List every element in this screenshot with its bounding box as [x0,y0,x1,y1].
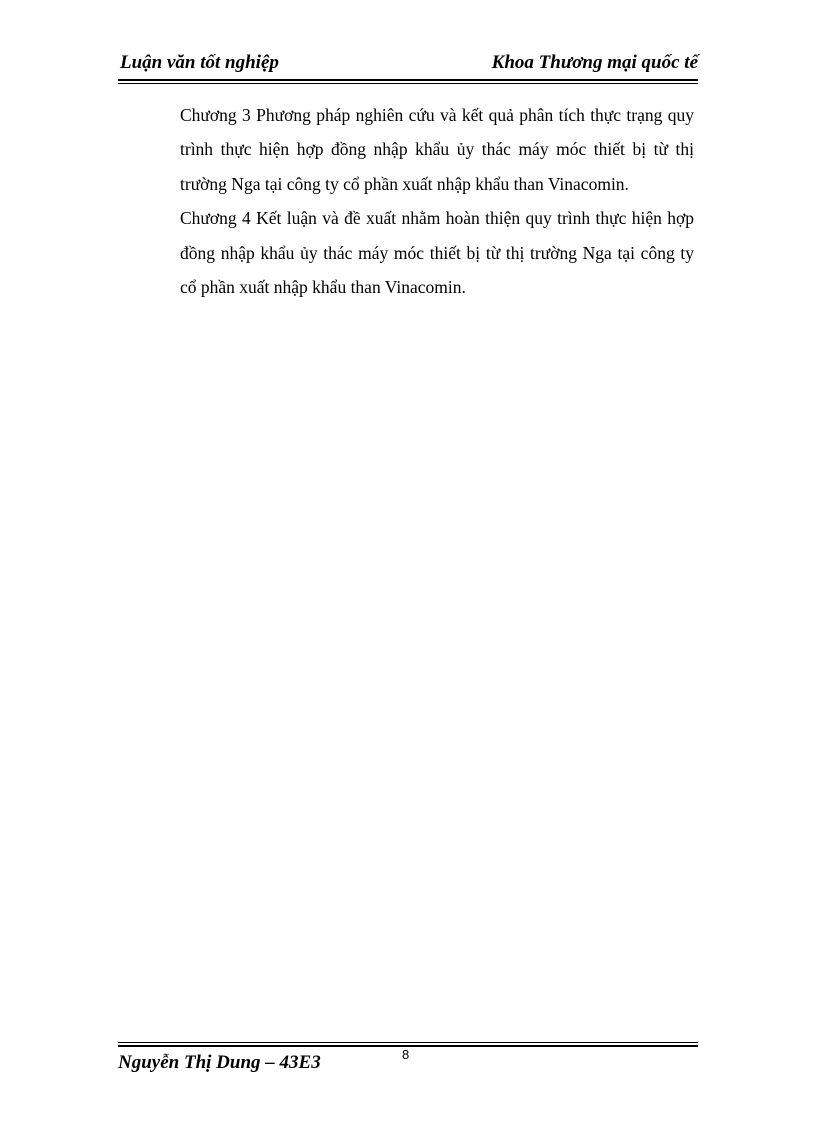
body-paragraph-chapter-4: Chương 4 Kết luận và đề xuất nhằm hoàn thiện quy trình thực hiện hợp đồng nhập khẩu ủy thác máy móc thiết bị từ thị trường Nga tại công ty cổ phần xuất nhập khẩu than Vinacomin. [180,208,694,298]
body-paragraph-chapter-3: Chương 3 Phương pháp nghiên cứu và kết quả phân tích thực trạng quy trình thực hiện hợp đồng nhập khẩu ủy thác máy móc thiết bị từ thị trường Nga tại công ty cổ phần xuất nhập khẩu than Vinacomin. [180,105,694,194]
page-header [118,52,698,78]
header-divider-thin [118,83,698,84]
header-thesis-title: Luận văn tốt nghiệp [120,52,279,73]
page-body [180,98,694,304]
header-divider-thick [118,79,698,81]
footer-divider-thin [118,1042,698,1043]
page-number: 8 [402,1047,410,1062]
footer-author-name: Nguyễn Thị Dung – 43E3 [118,1052,321,1073]
header-faculty-name: Khoa Thương mại quốc tế [491,52,698,73]
